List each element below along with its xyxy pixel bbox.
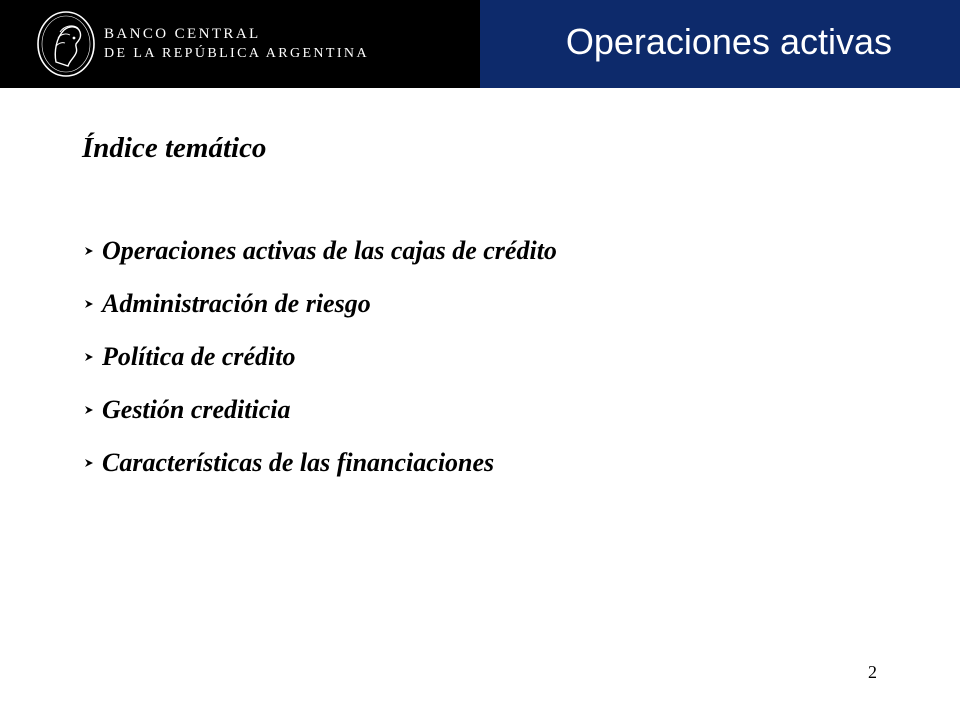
arrowhead-bullet-icon [84, 299, 98, 309]
topic-label: Gestión crediticia [102, 394, 291, 424]
topic-list [84, 224, 557, 489]
arrowhead-bullet-icon [84, 405, 98, 415]
bank-name [104, 24, 369, 64]
topic-label: Administración de riesgo [102, 288, 371, 318]
bank-name-line1: BANCO CENTRAL [104, 26, 261, 42]
index-title: Índice temático [82, 132, 267, 164]
list-item [84, 330, 557, 383]
header-logo-band [0, 0, 480, 88]
arrowhead-bullet-icon [84, 458, 98, 468]
topic-label: Características de las financiaciones [102, 447, 495, 477]
page-number: 2 [868, 662, 877, 682]
list-item [84, 383, 557, 436]
topic-label: Política de crédito [102, 341, 296, 371]
topic-label: Operaciones activas de las cajas de crédito [102, 235, 557, 265]
list-item [84, 224, 557, 277]
bcra-effigy-emblem-icon [34, 8, 98, 80]
header-title-band [480, 0, 960, 88]
arrowhead-bullet-icon [84, 246, 98, 256]
list-item [84, 436, 557, 489]
bank-name-line2: DE LA REPÚBLICA ARGENTINA [104, 46, 369, 61]
list-item [84, 277, 557, 330]
arrowhead-bullet-icon [84, 352, 98, 362]
page-title: Operaciones activas [565, 21, 892, 62]
